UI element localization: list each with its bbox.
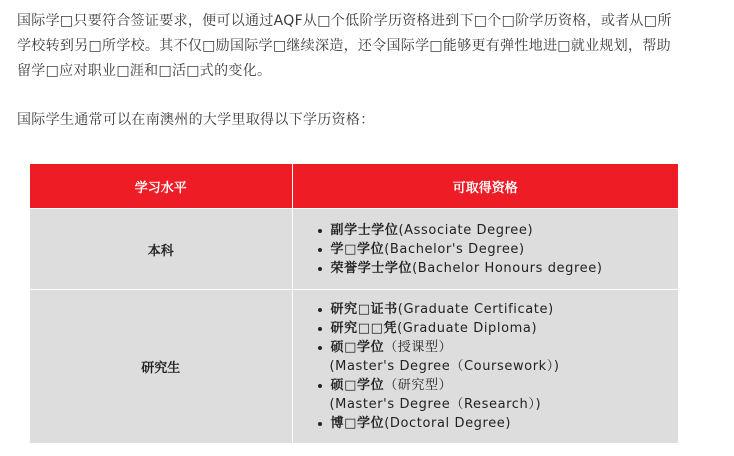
table-header-row xyxy=(30,164,678,209)
level-cell: 本科 xyxy=(30,209,292,290)
qualification-name: 博□学位 xyxy=(330,416,385,431)
qualification-en-continued: (Master's Degree（Coursework）) xyxy=(329,359,560,374)
list-item xyxy=(331,240,679,259)
qualification-name: 研究□证书 xyxy=(330,302,398,317)
qualification-en-continued: (Master's Degree（Research）) xyxy=(329,397,542,412)
qualification-name: 学□学位 xyxy=(330,241,385,257)
list-item xyxy=(331,221,679,240)
qualification-name: 副学士学位 xyxy=(330,222,399,238)
list-item xyxy=(331,338,679,376)
qualification-list xyxy=(293,300,679,433)
level-cell: 研究生 xyxy=(30,290,292,444)
qualification-note: 国际学生通常可以在南澳州的大学里取得以下学历资格： xyxy=(17,112,375,128)
table-row xyxy=(30,209,678,290)
list-item xyxy=(331,376,679,414)
qualification-en: (Graduate Diploma) xyxy=(397,321,538,336)
qualification-en: （研究型） xyxy=(384,378,453,393)
qualification-en: (Associate Degree) xyxy=(398,222,534,238)
qualification-en: （授课型） xyxy=(384,340,453,355)
qualification-name: 硕□学位 xyxy=(330,378,385,393)
list-item xyxy=(331,259,679,278)
qualification-list xyxy=(293,221,679,278)
qualification-en: (Graduate Certificate) xyxy=(397,302,554,317)
header-study-level: 学习水平 xyxy=(30,164,292,209)
qualification-name: 硕□学位 xyxy=(330,340,385,355)
list-item xyxy=(331,319,679,338)
list-item xyxy=(331,300,679,319)
intro-line: 留学□应对职业□涯和□活□式的变化。 xyxy=(17,63,272,79)
qualification-en: (Doctoral Degree) xyxy=(384,416,512,431)
table-row xyxy=(30,290,678,444)
qualifications-cell xyxy=(292,290,678,444)
qualification-name: 荣誉学士学位 xyxy=(330,260,413,276)
intro-line: 学校转到另□所学校。其不仅□励国际学□继续深造，还令国际学□能够更有弹性地进□就业规划，帮助 xyxy=(17,38,671,54)
qualifications-cell xyxy=(292,209,678,290)
qualification-en: (Bachelor's Degree) xyxy=(384,241,525,257)
intro-paragraph xyxy=(17,9,717,84)
list-item xyxy=(331,414,679,433)
header-qualifications: 可取得资格 xyxy=(292,164,678,209)
qualification-table xyxy=(30,164,678,443)
qualification-name: 研究□□凭 xyxy=(330,321,398,336)
qualification-en: (Bachelor Honours degree) xyxy=(412,260,603,276)
intro-line: 国际学□只要符合签证要求，便可以通过AQF从□个低阶学历资格进到下□个□阶学历资格，或者从□所 xyxy=(17,13,672,29)
